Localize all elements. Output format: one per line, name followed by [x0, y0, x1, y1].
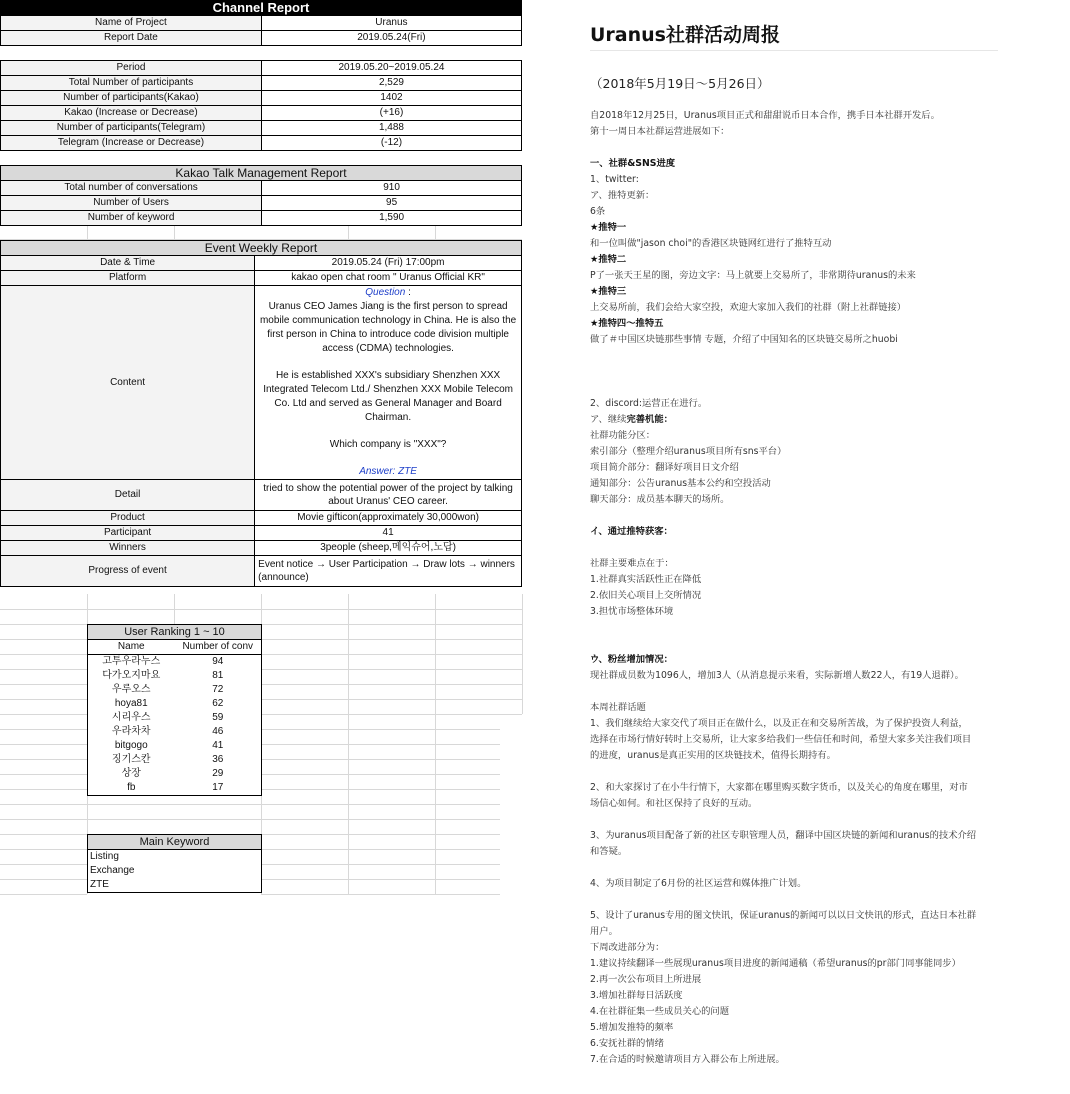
keyword-item: Listing — [90, 851, 119, 862]
cell-label: Total number of conversations — [1, 181, 262, 196]
cell-label: Participant — [1, 526, 255, 541]
cell-label: Winners — [1, 541, 255, 556]
table-row — [1, 106, 522, 121]
cell-value: (+16) — [261, 106, 521, 121]
report-line: 聊天部分：成员基本聊天的场所。 — [590, 494, 730, 505]
report-line: 第十一周日本社群运营进展如下： — [590, 126, 730, 137]
event-report-title: Event Weekly Report — [1, 241, 522, 256]
cell-label: Date & Time — [1, 256, 255, 271]
table-row — [88, 781, 262, 796]
table-row — [1, 121, 522, 136]
table-row — [1, 91, 522, 106]
report-line — [590, 364, 976, 380]
table-row — [1, 76, 522, 91]
channel-report — [0, 0, 522, 46]
main-keyword-table — [87, 834, 262, 893]
answer-text: Answer: ZTE — [359, 466, 417, 477]
cell-value: 2019.05.24 (Fri) 17:00pm — [255, 256, 522, 271]
table-row — [88, 767, 262, 781]
report-line — [590, 380, 976, 396]
user-conv: 59 — [212, 712, 224, 723]
report-line: 下周改进部分为： — [590, 942, 665, 953]
report-line: 3.增加社群每日活跃度 — [590, 990, 683, 1001]
cell-label: Progress of event — [1, 556, 255, 587]
report-line: ★推特三 — [590, 286, 627, 297]
cell-value: 1,590 — [262, 211, 522, 226]
user-conv: 62 — [212, 698, 224, 709]
table-row — [88, 697, 262, 711]
cell-label: Period — [1, 61, 262, 76]
user-conv: 41 — [212, 740, 224, 751]
cell-value: 1,488 — [261, 121, 521, 136]
table-header — [88, 835, 262, 850]
cell-label: Number of participants(Kakao) — [1, 91, 262, 106]
cell-label: Product — [1, 511, 255, 526]
table-row — [88, 739, 262, 753]
question-colon: : — [405, 287, 411, 298]
report-line: 4.在社群征集一些成员关心的问题 — [590, 1006, 730, 1017]
report-line — [590, 620, 976, 636]
user-conv: 46 — [212, 726, 224, 737]
report-line: 2.再一次公布项目上所进展 — [590, 974, 702, 985]
user-conv: 94 — [212, 656, 224, 667]
cell-label: Telegram (Increase or Decrease) — [1, 136, 262, 151]
cell-label: Kakao (Increase or Decrease) — [1, 106, 262, 121]
cell-value: Movie gifticon(approximately 30,000won) — [255, 511, 522, 526]
report-line: 1.社群真实活跃性正在降低 — [590, 574, 702, 585]
user-name: 상장 — [121, 768, 141, 779]
user-conv: 17 — [212, 782, 224, 793]
cell-value: 41 — [255, 526, 522, 541]
channel-report-title: Channel Report — [0, 0, 522, 15]
table-header — [1, 166, 522, 181]
cell-value: (-12) — [261, 136, 521, 151]
report-line: ★推特四～推特五 — [590, 318, 664, 329]
report-line: 1.建议持续翻译一些展现uranus项目进度的新闻通稿（希望uranus的pr部门同事能同步） — [590, 958, 961, 969]
table-row — [88, 864, 262, 878]
user-conv: 72 — [212, 684, 224, 695]
main-keyword-title: Main Keyword — [88, 835, 262, 850]
report-line: ★推特一 — [590, 222, 627, 233]
report-line: 通知部分：公告uranus基本公约和空投活动 — [590, 478, 771, 489]
cell-label: Content — [1, 286, 255, 480]
report-line — [590, 508, 976, 524]
report-line — [590, 636, 976, 652]
cell-value: 2,529 — [261, 76, 521, 91]
cell-label: Detail — [1, 480, 255, 511]
table-row — [1, 526, 522, 541]
table-row — [88, 753, 262, 767]
table-row — [1, 196, 522, 211]
report-line: 7.在合适的时候邀请项目方入群公布上所进展。 — [590, 1054, 785, 1065]
event-content-cell — [255, 286, 522, 480]
cell-value: 2019.05.20~2019.05.24 — [261, 61, 521, 76]
report-line — [590, 684, 976, 700]
cell-label: Number of participants(Telegram) — [1, 121, 262, 136]
report-line: イ、通过推特获客： — [590, 526, 673, 537]
table-header-row — [88, 640, 262, 655]
table-row — [1, 271, 522, 286]
weekly-report-subtitle: （2018年5月19日～5月26日） — [590, 76, 770, 91]
report-line — [590, 812, 976, 828]
report-line: 2、discord:运营正在进行。 — [590, 398, 708, 409]
report-line: 用户。 — [590, 926, 618, 937]
report-line: 本周社群话题 — [590, 702, 646, 713]
table-row — [88, 669, 262, 683]
report-line — [590, 540, 976, 556]
user-ranking-title: User Ranking 1 ~ 10 — [88, 625, 262, 640]
report-line: 一、社群&SNS进度 — [590, 158, 676, 169]
user-name: fb — [127, 782, 136, 793]
user-name: 징기스칸 — [111, 754, 151, 765]
table-row — [88, 725, 262, 739]
report-line: ★推特二 — [590, 254, 627, 265]
event-report-table — [0, 240, 522, 587]
report-line: 场信心如何。和社区保持了良好的互动。 — [590, 798, 758, 809]
question-text: He is established XXX's subsidiary Shenzhen XXX Integrated Telecom Ltd./ Shenzhen XXX Mobile Telecom Co. Ltd and served as General Manager and Board Chairman. — [263, 370, 513, 423]
table-header — [88, 625, 262, 640]
cell-value: 95 — [262, 196, 522, 211]
question-text: Which company is "XXX"? — [329, 439, 447, 450]
report-line: P了一张天王星的图，旁边文字：马上就要上交易所了，非常期待uranus的未来 — [590, 270, 916, 281]
table-row — [1, 181, 522, 196]
report-line — [590, 348, 976, 364]
user-name: 우루오스 — [111, 684, 151, 695]
report-line: 6条 — [590, 206, 606, 217]
cell-value: 2019.05.24(Fri) — [261, 31, 521, 46]
table-row — [1, 256, 522, 271]
report-line: 做了＃中国区块链那些事情 专题，介绍了中国知名的区块链交易所之huobi — [590, 334, 898, 345]
cell-label: Number of Users — [1, 196, 262, 211]
report-line — [590, 892, 976, 908]
keyword-item: Exchange — [90, 865, 135, 876]
report-line: 5.增加发推特的频率 — [590, 1022, 674, 1033]
table-row — [88, 655, 262, 670]
cell-value: tried to show the potential power of the project by talking about Uranus' CEO career. — [255, 480, 522, 511]
table-row — [1, 556, 522, 587]
user-conv: 81 — [212, 670, 224, 681]
table-row — [1, 480, 522, 511]
table-row — [1, 286, 522, 480]
report-line: ア、推特更新： — [590, 190, 655, 201]
report-line: 现社群成员数为1096人，增加3人（从消息提示来看，实际新增人数22人，有19人退群）。 — [590, 670, 964, 681]
question-label: Question — [365, 287, 406, 298]
report-line: 1、我们继续给大家交代了项目正在做什么，以及正在和交易所苦战，为了保护投资人利益， — [590, 718, 968, 729]
table-row — [88, 711, 262, 725]
report-line: 的进度，uranus是真正实用的区块链技术，值得长期持有。 — [590, 750, 836, 761]
user-ranking-table — [87, 624, 262, 796]
table-row — [1, 211, 522, 226]
cell-value: 1402 — [261, 91, 521, 106]
column-header-name: Name — [88, 640, 175, 655]
user-conv: 36 — [212, 754, 224, 765]
cell-value: kakao open chat room " Uranus Official KR" — [255, 271, 522, 286]
table-row — [1, 511, 522, 526]
cell-label: Name of Project — [1, 16, 262, 31]
cell-label: Platform — [1, 271, 255, 286]
report-line: 3.担忧市场整体环境 — [590, 606, 674, 617]
cell-value: Event notice → User Participation → Draw lots → winners (announce) — [255, 556, 522, 587]
user-name: 우라차차 — [111, 726, 151, 737]
report-line: 2、和大家探讨了在小牛行情下，大家都在哪里购买数字货币，以及关心的角度在哪里，对市 — [590, 782, 968, 793]
question-text: Uranus CEO James Jiang is the first person to spread mobile communication technology in China. He is also the first person in China to introduce code division multiple access (CDMA) technologies. — [259, 301, 517, 354]
table-row — [1, 136, 522, 151]
report-line: 3、为uranus项目配备了新的社区专职管理人员，翻译中国区块链的新闻和uranus的技术介绍 — [590, 830, 977, 841]
user-name: 다가오지마요 — [102, 670, 161, 681]
participants-table — [0, 60, 522, 151]
report-line: 自2018年12月25日，Uranus项目正式和甜甜说币日本合作，携手日本社群开发后。 — [590, 110, 940, 121]
report-line: 5、设计了uranus专用的图文快讯，保证uranus的新闻可以以日文快讯的形式，直达日本社群 — [590, 910, 977, 921]
user-name: 시리우스 — [111, 712, 151, 723]
user-name: bitgogo — [114, 740, 148, 751]
cell-label: Total Number of participants — [1, 76, 262, 91]
report-line: 2.依旧关心项目上交所情况 — [590, 590, 702, 601]
weekly-report-title: Uranus社群活动周报 — [590, 24, 780, 46]
project-info-table — [0, 15, 522, 46]
report-line: 社群功能分区： — [590, 430, 656, 441]
kakao-report-title: Kakao Talk Management Report — [1, 166, 522, 181]
kakao-report-table — [0, 165, 522, 226]
cell-label: Report Date — [1, 31, 262, 46]
cell-value: 910 — [262, 181, 522, 196]
report-line: 4、为项目制定了6月份的社区运营和媒体推广计划。 — [590, 878, 807, 889]
user-name: hoya81 — [114, 698, 148, 709]
cell-value: 3people (sheep,메익슈어,노답) — [255, 541, 522, 556]
table-row — [1, 61, 522, 76]
table-row — [1, 541, 522, 556]
report-line: 索引部分（整理介绍uranus项目所有sns平台） — [590, 446, 787, 457]
table-row — [88, 850, 262, 865]
weekly-report-body — [590, 108, 976, 1068]
report-line: 1、twitter: — [590, 174, 639, 185]
table-row — [1, 16, 522, 31]
table-row — [88, 878, 262, 893]
title-divider — [590, 50, 998, 51]
report-line — [590, 764, 976, 780]
report-line: ウ、粉丝增加情况： — [590, 654, 673, 665]
report-line: 项目简介部分：翻译好项目日文介绍 — [590, 462, 739, 473]
report-line: ア、继续完善机能： — [590, 414, 673, 425]
report-line: 选择在市场行情好转时上交易所，让大家多给我们一些信任和时间，希望大家多关注我们项目 — [590, 734, 972, 745]
table-row — [1, 31, 522, 46]
column-header-conv: Number of conv — [175, 640, 262, 655]
report-line: 社群主要难点在于： — [590, 558, 674, 569]
user-conv: 29 — [212, 768, 224, 779]
cell-value: Uranus — [261, 16, 521, 31]
report-line: 和答疑。 — [590, 846, 628, 857]
report-line: 上交易所前，我们会给大家空投，欢迎大家加入我们的社群（附上社群链接） — [590, 302, 907, 313]
report-line: 和一位叫做"jason choi"的香港区块链网红进行了推特互动 — [590, 238, 832, 249]
report-line — [590, 140, 976, 156]
table-row — [88, 683, 262, 697]
table-header — [1, 241, 522, 256]
report-line — [590, 860, 976, 876]
keyword-item: ZTE — [90, 879, 109, 890]
user-name: 고투우라누스 — [102, 656, 161, 667]
report-line: 6.安抚社群的情绪 — [590, 1038, 664, 1049]
cell-label: Number of keyword — [1, 211, 262, 226]
